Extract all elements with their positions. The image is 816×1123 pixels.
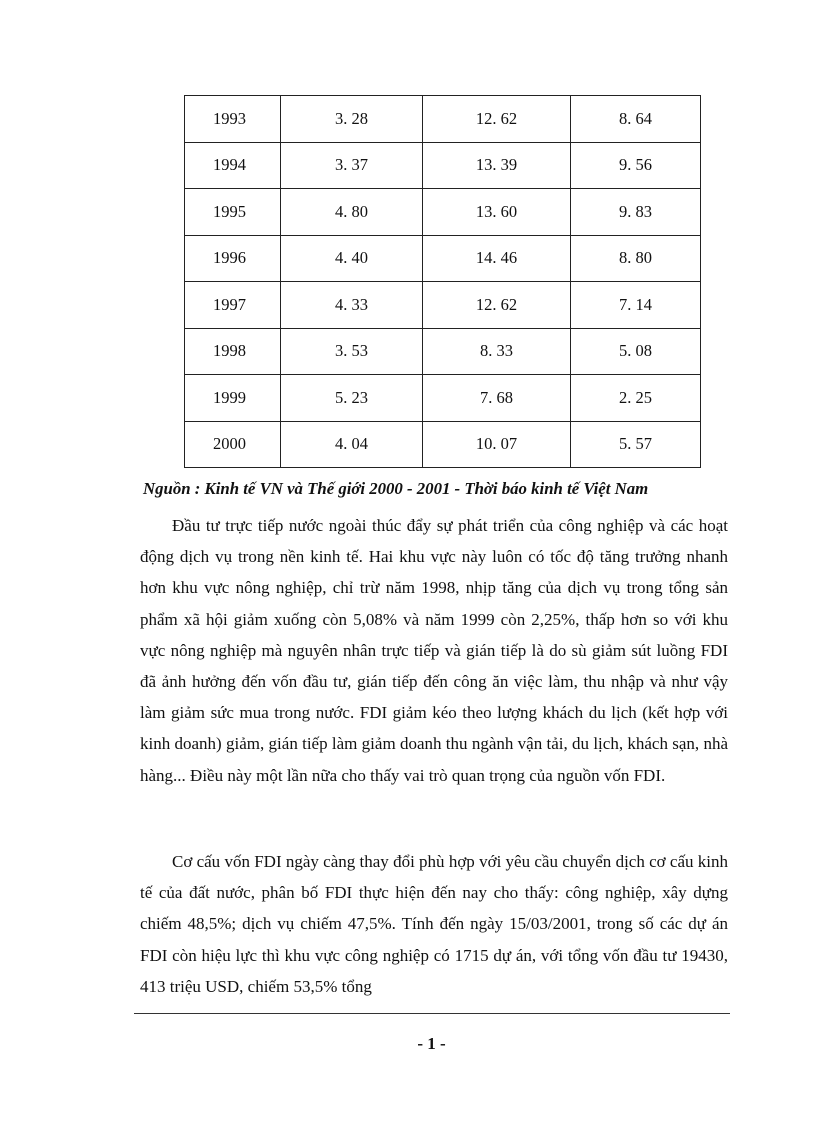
table-cell: 2. 25: [571, 375, 701, 422]
table-row: [185, 142, 701, 189]
year-cell: 1993: [185, 96, 281, 143]
table-cell: 7. 68: [423, 375, 571, 422]
table-cell: 8. 80: [571, 235, 701, 282]
table-cell: 7. 14: [571, 282, 701, 329]
table-cell: 9. 83: [571, 189, 701, 236]
table-cell: 10. 07: [423, 421, 571, 468]
table-cell: 5. 23: [281, 375, 423, 422]
paragraph-text: Đầu tư trực tiếp nước ngoài thúc đẩy sự phát triển của công nghiệp và các hoạt động dịch vụ trong nền kinh tế. Hai khu vực này luôn có tốc độ tăng trưởng nhanh hơn khu vực nông nghiệp, chỉ trừ năm 1998, nhịp tăng của dịch vụ trong tổng sản phẩm xã hội giảm xuống còn 5,08% và năm 1999 còn 2,25%, thấp hơn so với khu vực nông nghiệp mà nguyên nhân trực tiếp và gián tiếp là do sù giảm sút luồng FDI đã ảnh hưởng đến vốn đầu tư, gián tiếp đến công ăn việc làm, thu nhập và như vậy làm giảm sức mua trong nước. FDI giảm kéo theo lượng khách du lịch (kết hợp với kinh doanh) giảm, gián tiếp làm giảm doanh thu ngành vận tải, du lịch, khách sạn, nhà hàng... Điều này một lần nữa cho thấy vai trò quan trọng của nguồn vốn FDI.: [140, 516, 728, 785]
growth-rate-table: [184, 95, 701, 468]
table-cell: 13. 60: [423, 189, 571, 236]
table-cell: 8. 64: [571, 96, 701, 143]
table-cell: 4. 33: [281, 282, 423, 329]
year-cell: 1994: [185, 142, 281, 189]
table-cell: 3. 53: [281, 328, 423, 375]
footer-divider: [134, 1013, 730, 1014]
year-cell: 1998: [185, 328, 281, 375]
table-source-note: Nguồn : Kinh tế VN và Thế giới 2000 - 2001 - Thời báo kinh tế Việt Nam: [143, 479, 649, 498]
table-cell: 3. 37: [281, 142, 423, 189]
table-cell: 8. 33: [423, 328, 571, 375]
page-number: - 1 -: [417, 1034, 446, 1053]
table-cell: 4. 40: [281, 235, 423, 282]
year-cell: 2000: [185, 421, 281, 468]
table-cell: 13. 39: [423, 142, 571, 189]
table-cell: 14. 46: [423, 235, 571, 282]
table-row: [185, 189, 701, 236]
body-paragraph: [140, 846, 728, 1002]
table-row: [185, 96, 701, 143]
table-cell: 3. 28: [281, 96, 423, 143]
table-cell: 4. 80: [281, 189, 423, 236]
table-cell: 9. 56: [571, 142, 701, 189]
table-row: [185, 282, 701, 329]
year-cell: 1997: [185, 282, 281, 329]
year-cell: 1995: [185, 189, 281, 236]
table-row: [185, 235, 701, 282]
table-row: [185, 375, 701, 422]
year-cell: 1996: [185, 235, 281, 282]
table-cell: 5. 57: [571, 421, 701, 468]
table-cell: 12. 62: [423, 96, 571, 143]
table-cell: 12. 62: [423, 282, 571, 329]
table-row: [185, 328, 701, 375]
paragraph-text: Cơ cấu vốn FDI ngày càng thay đổi phù hợp với yêu cầu chuyển dịch cơ cấu kinh tế của đất nước, phân bố FDI thực hiện đến nay cho thấy: công nghiệp, xây dựng chiếm 48,5%; dịch vụ chiếm 47,5%. Tính đến ngày 15/03/2001, trong số các dự án FDI còn hiệu lực thì khu vực công nghiệp có 1715 dự án, với tổng vốn đầu tư 19430, 413 triệu USD, chiếm 53,5% tổng: [140, 852, 728, 996]
table-cell: 5. 08: [571, 328, 701, 375]
year-cell: 1999: [185, 375, 281, 422]
table-cell: 4. 04: [281, 421, 423, 468]
table-body: [185, 96, 701, 468]
table-row: [185, 421, 701, 468]
body-paragraph: [140, 510, 728, 791]
